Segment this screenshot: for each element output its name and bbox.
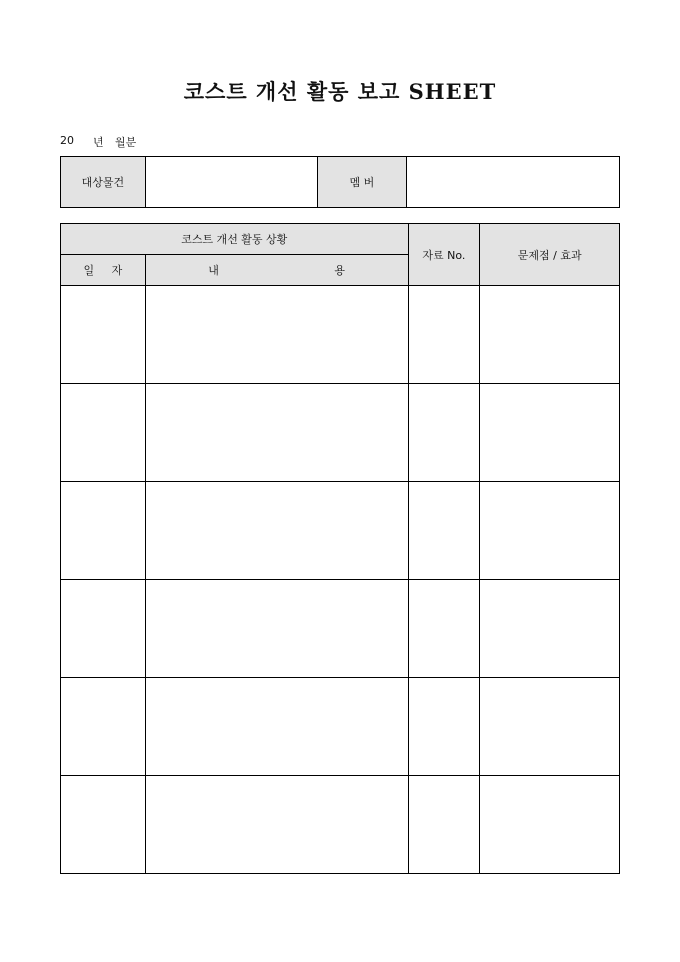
issue-cell[interactable] bbox=[480, 286, 620, 384]
activity-status-header: 코스트 개선 활동 상황 bbox=[61, 224, 409, 255]
issue-cell[interactable] bbox=[480, 482, 620, 580]
ref-cell[interactable] bbox=[408, 580, 480, 678]
issue-cell[interactable] bbox=[480, 580, 620, 678]
ref-cell[interactable] bbox=[408, 776, 480, 874]
report-period bbox=[60, 134, 136, 150]
content-cell[interactable] bbox=[145, 580, 408, 678]
ref-cell[interactable] bbox=[408, 384, 480, 482]
issue-cell[interactable] bbox=[480, 776, 620, 874]
content-header-text: 내 용 bbox=[208, 264, 346, 277]
date-header bbox=[61, 255, 146, 286]
year-prefix: 20 bbox=[60, 134, 74, 147]
content-cell[interactable] bbox=[145, 286, 408, 384]
ref-cell[interactable] bbox=[408, 678, 480, 776]
member-value-field[interactable] bbox=[407, 157, 620, 208]
month-unit: 월분 bbox=[115, 136, 137, 149]
content-header bbox=[145, 255, 408, 286]
content-cell[interactable] bbox=[145, 384, 408, 482]
date-cell[interactable] bbox=[61, 482, 146, 580]
issue-cell[interactable] bbox=[480, 384, 620, 482]
date-header-text: 일 자 bbox=[83, 264, 123, 277]
date-cell[interactable] bbox=[61, 286, 146, 384]
ref-cell[interactable] bbox=[408, 482, 480, 580]
target-label: 대상물건 bbox=[61, 157, 146, 208]
content-cell[interactable] bbox=[145, 678, 408, 776]
table-row bbox=[61, 482, 620, 580]
date-cell[interactable] bbox=[61, 776, 146, 874]
target-value-field[interactable] bbox=[145, 157, 317, 208]
table-row bbox=[61, 286, 620, 384]
member-label-text: 멤 버 bbox=[349, 176, 375, 189]
date-cell[interactable] bbox=[61, 384, 146, 482]
activity-table bbox=[60, 223, 620, 874]
year-unit: 년 bbox=[93, 136, 104, 149]
page-title: 코스트 개선 활동 보고 SHEET bbox=[183, 79, 497, 104]
table-row bbox=[61, 678, 620, 776]
content-cell[interactable] bbox=[145, 482, 408, 580]
issue-cell[interactable] bbox=[480, 678, 620, 776]
date-cell[interactable] bbox=[61, 678, 146, 776]
table-row bbox=[61, 580, 620, 678]
issue-effect-header: 문제점 / 효과 bbox=[480, 224, 620, 286]
date-cell[interactable] bbox=[61, 580, 146, 678]
content-cell[interactable] bbox=[145, 776, 408, 874]
table-row bbox=[61, 384, 620, 482]
ref-no-header: 자료 No. bbox=[408, 224, 480, 286]
info-table bbox=[60, 156, 620, 208]
ref-cell[interactable] bbox=[408, 286, 480, 384]
member-label bbox=[317, 157, 407, 208]
table-row bbox=[61, 776, 620, 874]
